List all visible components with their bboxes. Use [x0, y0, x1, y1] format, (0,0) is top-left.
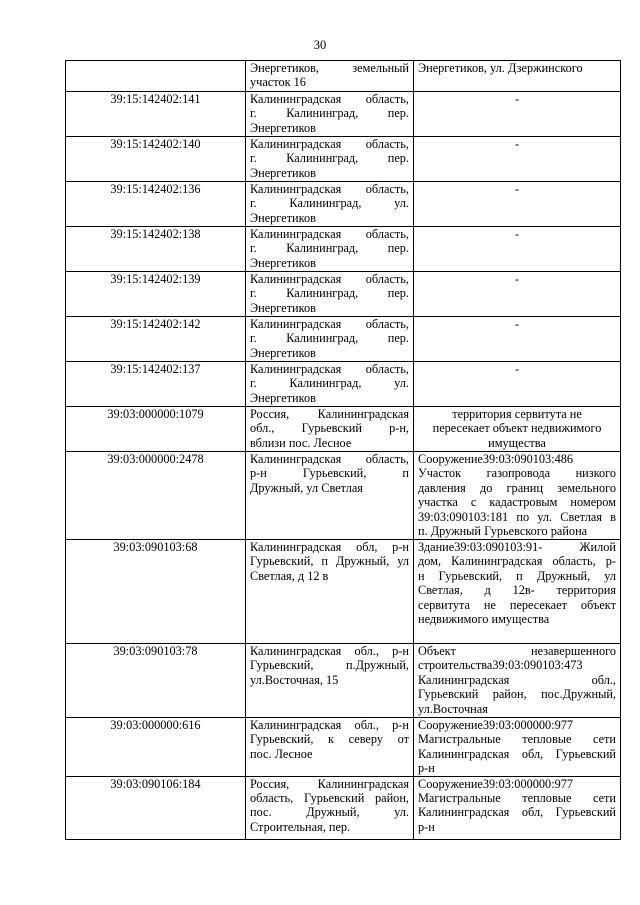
note-line: п. Дружный Гурьевского района — [418, 524, 588, 539]
address-cell — [246, 61, 414, 92]
note-cell — [414, 540, 621, 644]
address-cell — [246, 272, 414, 317]
note-line: р-н — [418, 819, 435, 834]
cadastral-number: 39:15:142402:138 — [66, 227, 246, 272]
note-line: недвижимого имущества — [418, 612, 550, 627]
cadastral-number: 39:15:142402:140 — [66, 137, 246, 182]
address-line: Калининградская обл., р-н — [250, 718, 409, 732]
address-cell — [246, 227, 414, 272]
note-line: - — [514, 137, 520, 151]
address-cell — [246, 92, 414, 137]
note-line: - — [514, 272, 520, 286]
address-line: Энергетиков — [250, 300, 316, 315]
cadastral-table — [65, 60, 621, 840]
cadastral-number: 39:15:142402:141 — [66, 92, 246, 137]
table-row — [66, 137, 621, 182]
address-line: участок 16 — [250, 75, 306, 90]
cadastral-number: 39:03:090103:78 — [66, 644, 246, 718]
address-line: Россия, Калининградская — [250, 407, 409, 421]
address-line: Светлая, д 12 в — [250, 568, 329, 583]
note-line: участка с кадастровым номером — [418, 495, 616, 510]
table-row — [66, 182, 621, 227]
address-cell — [246, 540, 414, 644]
note-line: Энергетиков, ул. Дзержинского — [418, 61, 583, 75]
note-line: дом, Калининградская область, р- — [418, 554, 616, 569]
note-line: Сооружение39:03:090103:486 — [418, 452, 574, 466]
cadastral-number: 39:03:000000:1079 — [66, 407, 246, 452]
address-line: г. Калининград, пер. — [250, 151, 409, 166]
note-line: ул.Восточная — [418, 701, 488, 716]
note-line: - — [514, 92, 520, 106]
note-cell — [414, 718, 621, 777]
address-cell — [246, 718, 414, 777]
table-row — [66, 540, 621, 644]
address-line: Дружный, ул Светлая — [250, 480, 363, 495]
cadastral-number: 39:15:142402:137 — [66, 362, 246, 407]
address-line: пос. Дружный, ул. — [250, 805, 409, 820]
address-line: Энергетиков — [250, 165, 316, 180]
address-line: Энергетиков — [250, 390, 316, 405]
address-line: Калининградская область, — [250, 452, 409, 466]
address-line: Калининградская область, — [250, 362, 409, 376]
address-line: г. Калининград, пер. — [250, 331, 409, 346]
address-line: пос. Лесное — [250, 746, 313, 761]
note-cell — [414, 227, 621, 272]
note-line: сервитута не пересекает объект — [418, 597, 616, 612]
cadastral-number — [66, 61, 246, 92]
note-cell — [414, 407, 621, 452]
address-line: г. Калининград, пер. — [250, 241, 409, 256]
table-row — [66, 407, 621, 452]
note-cell — [414, 644, 621, 718]
note-cell — [414, 317, 621, 362]
address-cell — [246, 362, 414, 407]
note-line: имущества — [488, 435, 546, 450]
address-cell — [246, 182, 414, 227]
note-line: строительства39:03:090103:473 — [418, 658, 583, 673]
cadastral-number: 39:15:142402:142 — [66, 317, 246, 362]
note-line: Объект незавершенного — [418, 644, 616, 658]
address-line: вблизи пос. Лесное — [250, 435, 352, 450]
note-cell — [414, 92, 621, 137]
cadastral-number: 39:03:000000:616 — [66, 718, 246, 777]
address-line: Энергетиков — [250, 255, 316, 270]
note-line: Участок газопровода низкого — [418, 466, 616, 481]
cadastral-number: 39:03:090103:68 — [66, 540, 246, 644]
page-number: 30 — [313, 38, 327, 52]
address-line: Гурьевский, п Дружный, ул — [250, 554, 409, 569]
address-cell — [246, 452, 414, 540]
address-line: Энергетиков — [250, 345, 316, 360]
address-line: г. Калининград, ул. — [250, 196, 409, 211]
address-line: р-н Гурьевский, п — [250, 466, 409, 481]
table-row — [66, 644, 621, 718]
table-row — [66, 92, 621, 137]
address-line: Калининградская область, — [250, 272, 409, 286]
note-line: Калининградская обл., — [418, 672, 616, 687]
table-row — [66, 61, 621, 92]
address-cell — [246, 317, 414, 362]
note-cell — [414, 452, 621, 540]
address-line: ул.Восточная, 15 — [250, 672, 339, 687]
address-line: Калининградская обл., р-н — [250, 644, 409, 658]
cadastral-number: 39:03:000000:2478 — [66, 452, 246, 540]
note-line: - — [514, 317, 520, 331]
note-line: территория сервитута не — [452, 407, 582, 421]
note-line: Сооружение39:03:000000:977 — [418, 718, 574, 732]
address-line: г. Калининград, пер. — [250, 286, 409, 301]
address-line: Энергетиков — [250, 210, 316, 225]
note-line: Калининградская обл, Гурьевский — [418, 746, 616, 761]
note-line: Калининградская обл, Гурьевский — [418, 805, 616, 820]
cadastral-number: 39:15:142402:139 — [66, 272, 246, 317]
note-line: Сооружение39:03:000000:977 — [418, 776, 574, 791]
note-cell — [414, 776, 621, 839]
note-line: р-н — [418, 761, 435, 776]
address-line: Энергетиков — [250, 120, 316, 135]
table-row — [66, 317, 621, 362]
address-line: Строительная, пер. — [250, 819, 351, 834]
address-line: Калининградская область, — [250, 182, 409, 196]
note-line: 39:03:090103:181 по ул. Светлая в — [418, 509, 616, 524]
note-line: - — [514, 182, 520, 196]
note-line: Здание39:03:090103:91- Жилой — [418, 540, 616, 554]
note-line: н Гурьевский, п Дружный, ул — [418, 568, 616, 583]
note-cell — [414, 362, 621, 407]
address-line: Калининградская обл, р-н — [250, 540, 409, 554]
address-cell — [246, 407, 414, 452]
cadastral-number: 39:15:142402:136 — [66, 182, 246, 227]
note-line: давления до границ земельного — [418, 480, 616, 495]
note-cell — [414, 272, 621, 317]
address-line: Калининградская область, — [250, 227, 409, 241]
address-line: обл., Гурьевский р-н, — [250, 421, 409, 436]
cadastral-number: 39:03:090106:184 — [66, 776, 246, 839]
note-line: Магистральные тепловые сети — [418, 791, 616, 806]
address-line: г. Калининград, пер. — [250, 106, 409, 121]
note-line: пересекает объект недвижимого — [432, 421, 602, 436]
table-row — [66, 272, 621, 317]
address-line: Гурьевский, п.Дружный, — [250, 658, 409, 673]
address-line: Калининградская область, — [250, 92, 409, 106]
note-line: Гурьевский район, пос.Дружный, — [418, 687, 616, 702]
address-line: Калининградская область, — [250, 137, 409, 151]
address-line: Гурьевский, к северу от — [250, 732, 409, 747]
address-cell — [246, 644, 414, 718]
table-row — [66, 362, 621, 407]
note-line: - — [514, 362, 520, 376]
table-row — [66, 452, 621, 540]
note-line: Магистральные тепловые сети — [418, 732, 616, 747]
note-line: Светлая, д 12в- территория — [418, 583, 616, 598]
table-row — [66, 776, 621, 839]
note-cell — [414, 61, 621, 92]
address-cell — [246, 776, 414, 839]
table-row — [66, 718, 621, 777]
address-cell — [246, 137, 414, 182]
address-line: Калининградская область, — [250, 317, 409, 331]
address-line: область, Гурьевский район, — [250, 791, 409, 806]
note-cell — [414, 137, 621, 182]
table-row — [66, 227, 621, 272]
address-line: Энергетиков, земельный — [250, 61, 409, 75]
note-cell — [414, 182, 621, 227]
note-line: - — [514, 227, 520, 241]
address-line: Россия, Калининградская — [250, 776, 409, 791]
address-line: г. Калининград, ул. — [250, 376, 409, 391]
